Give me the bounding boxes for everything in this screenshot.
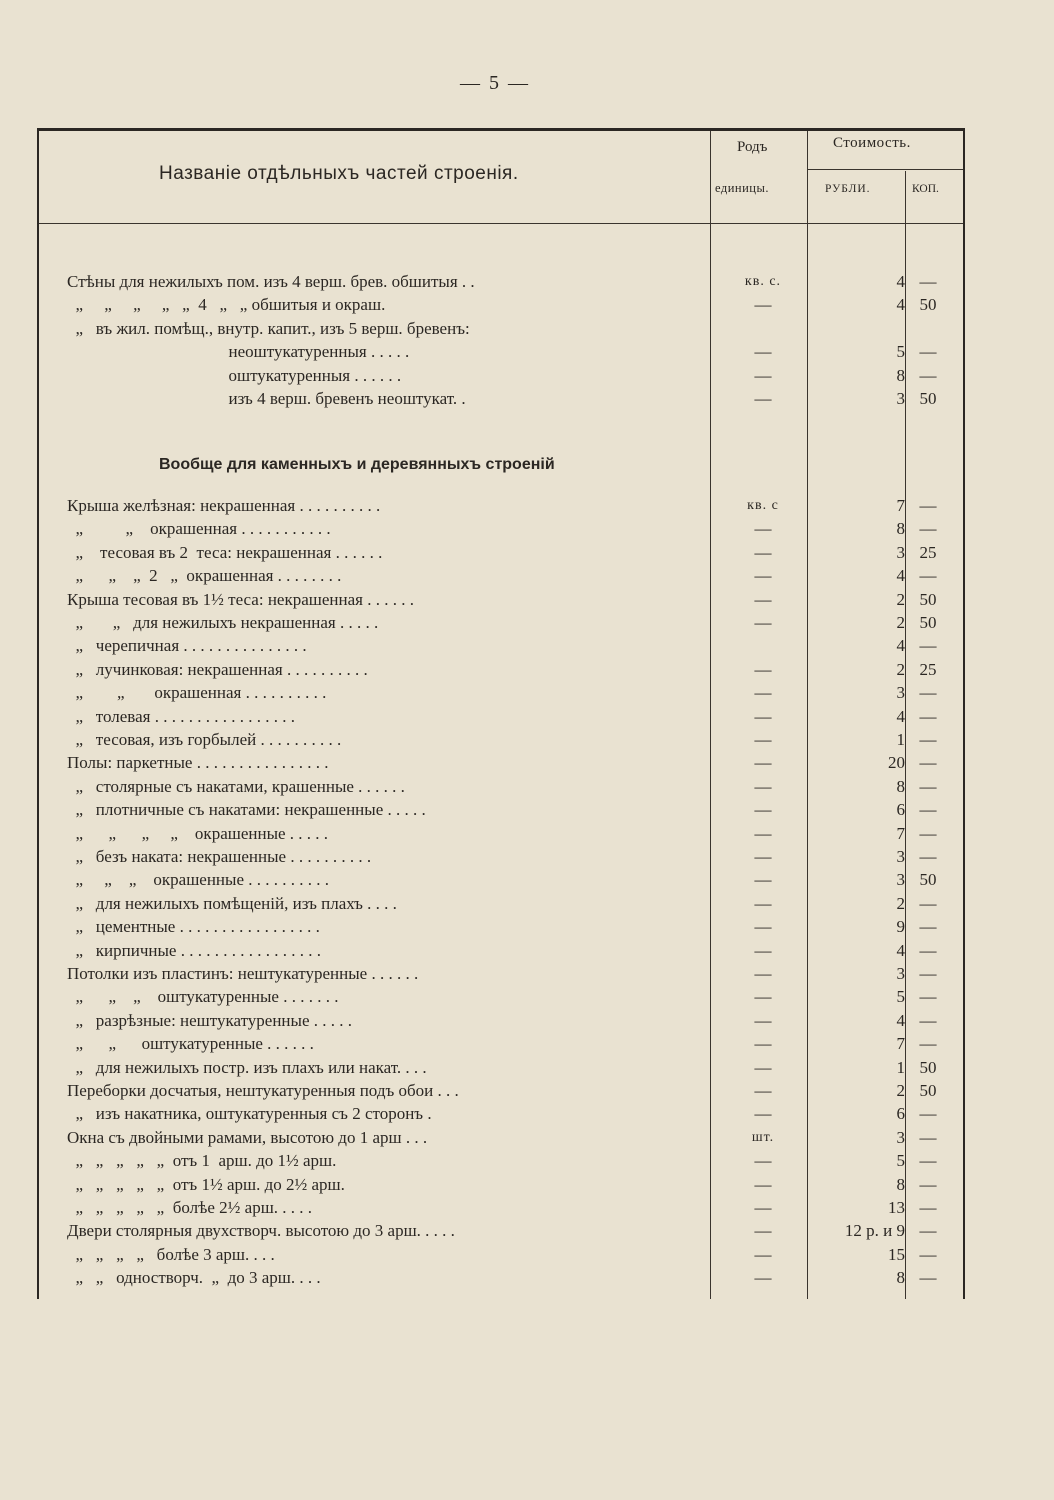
rubles-cell: 4 xyxy=(896,636,905,656)
kopecks-cell: — xyxy=(919,940,937,960)
rubles-cell: 9 xyxy=(896,917,905,937)
rubles-cell: 2 xyxy=(896,589,905,609)
unit-cell: — xyxy=(754,519,772,539)
unit-cell: — xyxy=(754,987,772,1007)
kopecks-cell: — xyxy=(919,272,937,291)
table-row xyxy=(39,1010,963,1032)
unit-cell: — xyxy=(754,847,772,866)
item-name: „ тесовая, изъ горбылей . . . . . . . . . . xyxy=(67,730,342,749)
item-name: „ цементные . . . . . . . . . . . . . . . . . xyxy=(67,917,320,937)
unit-cell: — xyxy=(754,389,772,408)
table-row xyxy=(39,846,963,868)
item-name: „ для нежилыхъ помѣщеній, изъ плахъ . . . . xyxy=(67,893,397,913)
kopecks-cell: — xyxy=(919,1151,937,1171)
item-name: „ „ „ „ „ отъ 1 арш. до 1½ арш. xyxy=(67,1151,337,1171)
item-name: „ кирпичные . . . . . . . . . . . . . . . . . xyxy=(67,940,321,960)
item-name: „ безъ наката: некрашенные . . . . . . . . . . xyxy=(67,847,372,866)
table-row xyxy=(39,294,963,316)
unit-cell: — xyxy=(754,1198,772,1217)
kopecks-cell: — xyxy=(919,964,937,983)
table-row xyxy=(39,1244,963,1266)
rubles-cell: 4 xyxy=(896,940,905,960)
item-name: „ „ „ 2 „ окрашенная . . . . . . . . xyxy=(67,566,342,586)
rubles-cell: 4 xyxy=(896,295,905,315)
kopecks-cell: — xyxy=(919,753,937,773)
kopecks-cell: — xyxy=(919,1268,937,1288)
item-name: „ „ окрашенная . . . . . . . . . . xyxy=(67,683,327,703)
rubles-cell: 2 xyxy=(896,893,905,913)
unit-cell: — xyxy=(754,964,772,983)
table-row xyxy=(39,565,963,587)
item-name: изъ 4 верш. бревенъ неоштукат. . xyxy=(67,389,466,408)
kopecks-cell: — xyxy=(919,823,937,843)
rubles-cell: 6 xyxy=(896,1104,905,1124)
item-name: „ „ окрашенная . . . . . . . . . . . xyxy=(67,519,331,539)
kopecks-cell: — xyxy=(919,1198,937,1217)
table-row xyxy=(39,1267,963,1289)
table-row xyxy=(39,388,963,410)
unit-cell: — xyxy=(754,1174,772,1194)
rubles-cell: 6 xyxy=(896,800,905,820)
unit-cell: — xyxy=(754,342,772,362)
table-row xyxy=(39,1080,963,1102)
table-row xyxy=(39,1103,963,1125)
unit-cell: — xyxy=(754,730,772,749)
rubles-cell: 5 xyxy=(896,1151,905,1171)
rubles-cell: 2 xyxy=(896,1081,905,1100)
item-name: Полы: паркетные . . . . . . . . . . . . . . . . xyxy=(67,753,329,773)
table-row xyxy=(39,1057,963,1079)
rubles-cell: 3 xyxy=(896,964,905,983)
item-name: „ „ для нежилыхъ некрашенная . . . . . xyxy=(67,613,379,632)
unit-cell: — xyxy=(754,1244,772,1264)
kopecks-cell: — xyxy=(919,987,937,1007)
table-row xyxy=(39,1174,963,1196)
table-row xyxy=(39,1033,963,1055)
table-row xyxy=(39,776,963,798)
rubles-cell: 2 xyxy=(896,613,905,632)
rubles-cell: 3 xyxy=(896,683,905,703)
item-name: „ „ „ „ болѣе 3 арш. . . . xyxy=(67,1244,275,1264)
kopecks-cell: — xyxy=(919,706,937,726)
kopecks-cell: — xyxy=(919,342,937,362)
table-row xyxy=(39,659,963,681)
kopecks-cell: — xyxy=(919,365,937,385)
unit-cell: — xyxy=(754,893,772,913)
page-number: — 5 — xyxy=(460,72,530,94)
kopecks-cell: — xyxy=(919,566,937,586)
table-row xyxy=(39,752,963,774)
rubles-cell: 3 xyxy=(896,870,905,890)
column-header-cost: Стоимость. xyxy=(833,135,911,151)
rubles-cell: 4 xyxy=(896,1010,905,1030)
unit-cell: кв. с xyxy=(747,498,779,513)
item-name: „ „ „ „ „ отъ 1½ арш. до 2½ арш. xyxy=(67,1174,345,1194)
table-row xyxy=(39,365,963,387)
unit-cell: — xyxy=(754,659,772,679)
item-name: „ лучинковая: некрашенная . . . . . . . . . . xyxy=(67,659,368,679)
item-name: „ разрѣзные: нештукатуренные . . . . . xyxy=(67,1010,352,1030)
rubles-cell: 13 xyxy=(888,1198,905,1217)
table-row xyxy=(39,823,963,845)
rubles-cell: 20 xyxy=(888,753,905,773)
table-row xyxy=(39,940,963,962)
item-name: „ „ „ оштукатуренные . . . . . . . xyxy=(67,987,339,1007)
item-name: Потолки изъ пластинъ: нештукатуренные . . . . . . xyxy=(67,964,419,983)
kopecks-cell: 50 xyxy=(919,1081,937,1100)
item-name: „ тесовая въ 2 теса: некрашенная . . . . . . xyxy=(67,542,383,562)
kopecks-cell: — xyxy=(919,730,937,749)
column-header-unit-top: Родъ xyxy=(737,139,768,155)
kopecks-cell: 50 xyxy=(919,613,937,632)
rubles-cell: 3 xyxy=(896,1127,905,1147)
unit-cell: — xyxy=(754,753,772,773)
unit-cell: — xyxy=(754,589,772,609)
kopecks-cell: — xyxy=(919,1127,937,1147)
kopecks-cell: 25 xyxy=(919,542,937,562)
rubles-cell: 2 xyxy=(896,659,905,679)
kopecks-cell: — xyxy=(919,893,937,913)
unit-cell: — xyxy=(754,1268,772,1288)
kopecks-cell: — xyxy=(919,1244,937,1264)
table-row xyxy=(39,518,963,540)
section-heading: Вообще для каменныхъ и деревянныхъ строеній xyxy=(159,456,555,473)
item-name: „ „ „ окрашенные . . . . . . . . . . xyxy=(67,870,329,890)
rubles-cell: 8 xyxy=(896,1268,905,1288)
item-name: „ „ одностворч. „ до 3 арш. . . . xyxy=(67,1268,321,1288)
table-frame xyxy=(37,128,965,1299)
item-name: Переборки досчатыя, нештукатуренныя подъ обои . . . xyxy=(67,1081,459,1100)
table-row xyxy=(39,318,963,340)
unit-cell: — xyxy=(754,295,772,315)
rubles-cell: 7 xyxy=(896,1034,905,1054)
table-row xyxy=(39,986,963,1008)
kopecks-cell: — xyxy=(919,776,937,796)
rubles-cell: 8 xyxy=(896,1174,905,1194)
unit-cell: — xyxy=(754,917,772,937)
kopecks-cell: — xyxy=(919,1010,937,1030)
table-row xyxy=(39,1197,963,1219)
item-name: „ въ жил. помѣщ., внутр. капит., изъ 5 верш. бревенъ: xyxy=(67,318,470,338)
item-name: Крыша желѣзная: некрашенная . . . . . . . . . . xyxy=(67,496,381,515)
kopecks-cell: — xyxy=(919,636,937,656)
unit-cell: — xyxy=(754,776,772,796)
kopecks-cell: 25 xyxy=(919,659,937,679)
kopecks-cell: — xyxy=(919,917,937,937)
table-row xyxy=(39,635,963,657)
rubles-cell: 7 xyxy=(896,823,905,843)
kopecks-cell: — xyxy=(919,1174,937,1194)
column-header-name: Названіе отдѣльныхъ частей строенія. xyxy=(159,163,519,184)
item-name: Окна съ двойными рамами, высотою до 1 арш . . . xyxy=(67,1127,428,1147)
table-row xyxy=(39,589,963,611)
rubles-cell: 8 xyxy=(896,519,905,539)
rubles-cell: 12 р. и 9 xyxy=(844,1221,905,1241)
table-row xyxy=(39,682,963,704)
table-row xyxy=(39,341,963,363)
table-row xyxy=(39,869,963,891)
kopecks-cell: — xyxy=(919,683,937,703)
column-header-kopecks: КОП. xyxy=(912,183,939,195)
table-row xyxy=(39,1127,963,1149)
column-header-rubles: РУБЛИ. xyxy=(825,183,871,195)
rubles-cell: 8 xyxy=(896,776,905,796)
header-divider xyxy=(807,169,963,170)
table-row xyxy=(39,1150,963,1172)
table-row xyxy=(39,916,963,938)
unit-cell: — xyxy=(754,1221,772,1241)
item-name: Двери столярныя двухстворч. высотою до 3 арш. . . . . xyxy=(67,1221,455,1241)
kopecks-cell: — xyxy=(919,1034,937,1054)
rubles-cell: 8 xyxy=(896,365,905,385)
unit-cell: — xyxy=(754,365,772,385)
table-row xyxy=(39,271,963,293)
rubles-cell: 4 xyxy=(896,706,905,726)
unit-cell: — xyxy=(754,1010,772,1030)
rubles-cell: 4 xyxy=(896,272,905,291)
item-name: Стѣны для нежилыхъ пом. изъ 4 верш. брев. обшитыя . . xyxy=(67,272,475,291)
item-name: „ толевая . . . . . . . . . . . . . . . . . xyxy=(67,706,295,726)
item-name: „ „ „ „ „ 4 „ „ обшитыя и окраш. xyxy=(67,295,386,315)
kopecks-cell: — xyxy=(919,800,937,820)
item-name: неоштукатуренныя . . . . . xyxy=(67,342,410,362)
kopecks-cell: 50 xyxy=(919,295,937,315)
item-name: оштукатуренныя . . . . . . xyxy=(67,365,402,385)
rubles-cell: 4 xyxy=(896,566,905,586)
table-row xyxy=(39,799,963,821)
kopecks-cell: — xyxy=(919,847,937,866)
kopecks-cell: — xyxy=(919,519,937,539)
unit-cell: — xyxy=(754,566,772,586)
header-bottom-rule xyxy=(39,223,963,224)
kopecks-cell: 50 xyxy=(919,870,937,890)
item-name: „ столярные съ накатами, крашенные . . . . . . xyxy=(67,776,405,796)
table-row xyxy=(39,893,963,915)
kopecks-cell: — xyxy=(919,1221,937,1241)
unit-cell: — xyxy=(754,706,772,726)
unit-cell: шт. xyxy=(751,1129,775,1145)
table-row xyxy=(39,706,963,728)
item-name: „ для нежилыхъ постр. изъ плахъ или накат. . . . xyxy=(67,1057,427,1077)
unit-cell: — xyxy=(754,613,772,632)
item-name: Крыша тесовая въ 1½ теса: некрашенная . . . . . . xyxy=(67,589,414,609)
unit-cell: — xyxy=(754,1034,772,1054)
unit-cell: — xyxy=(754,542,772,562)
table-row xyxy=(39,1220,963,1242)
rubles-cell: 3 xyxy=(896,389,905,408)
item-name: „ черепичная . . . . . . . . . . . . . . . xyxy=(67,636,307,656)
unit-cell: — xyxy=(754,800,772,820)
kopecks-cell: — xyxy=(919,1104,937,1124)
unit-cell: — xyxy=(754,870,772,890)
rubles-cell: 7 xyxy=(896,496,905,515)
unit-cell: — xyxy=(754,683,772,703)
unit-cell: — xyxy=(754,1057,772,1077)
kopecks-cell: 50 xyxy=(919,589,937,609)
unit-cell: — xyxy=(754,823,772,843)
unit-cell: — xyxy=(754,940,772,960)
item-name: „ „ „ „ окрашенные . . . . . xyxy=(67,823,329,843)
table-row xyxy=(39,729,963,751)
unit-cell: — xyxy=(754,1081,772,1100)
unit-cell: кв. с. xyxy=(744,274,782,289)
column-header-unit-bottom: единицы. xyxy=(715,181,770,195)
table-row xyxy=(39,542,963,564)
kopecks-cell: — xyxy=(919,496,937,515)
item-name: „ „ „ „ „ болѣе 2½ арш. . . . . xyxy=(67,1198,313,1217)
kopecks-cell: 50 xyxy=(919,389,937,408)
rubles-cell: 3 xyxy=(896,847,905,866)
rubles-cell: 5 xyxy=(896,342,905,362)
kopecks-cell: 50 xyxy=(919,1057,937,1077)
rubles-cell: 5 xyxy=(896,987,905,1007)
unit-cell: — xyxy=(754,1104,772,1124)
item-name: „ „ оштукатуренные . . . . . . xyxy=(67,1034,314,1054)
rubles-cell: 3 xyxy=(896,542,905,562)
item-name: „ плотничные съ накатами: некрашенные . . . . . xyxy=(67,800,426,820)
table-row xyxy=(39,495,963,517)
table-row xyxy=(39,612,963,634)
rubles-cell: 15 xyxy=(888,1244,905,1264)
unit-cell: — xyxy=(754,1151,772,1171)
item-name: „ изъ накатника, оштукатуренныя съ 2 сторонъ . xyxy=(67,1104,432,1124)
table-row xyxy=(39,963,963,985)
rubles-cell: 1 xyxy=(896,730,905,749)
rubles-cell: 1 xyxy=(896,1057,905,1077)
